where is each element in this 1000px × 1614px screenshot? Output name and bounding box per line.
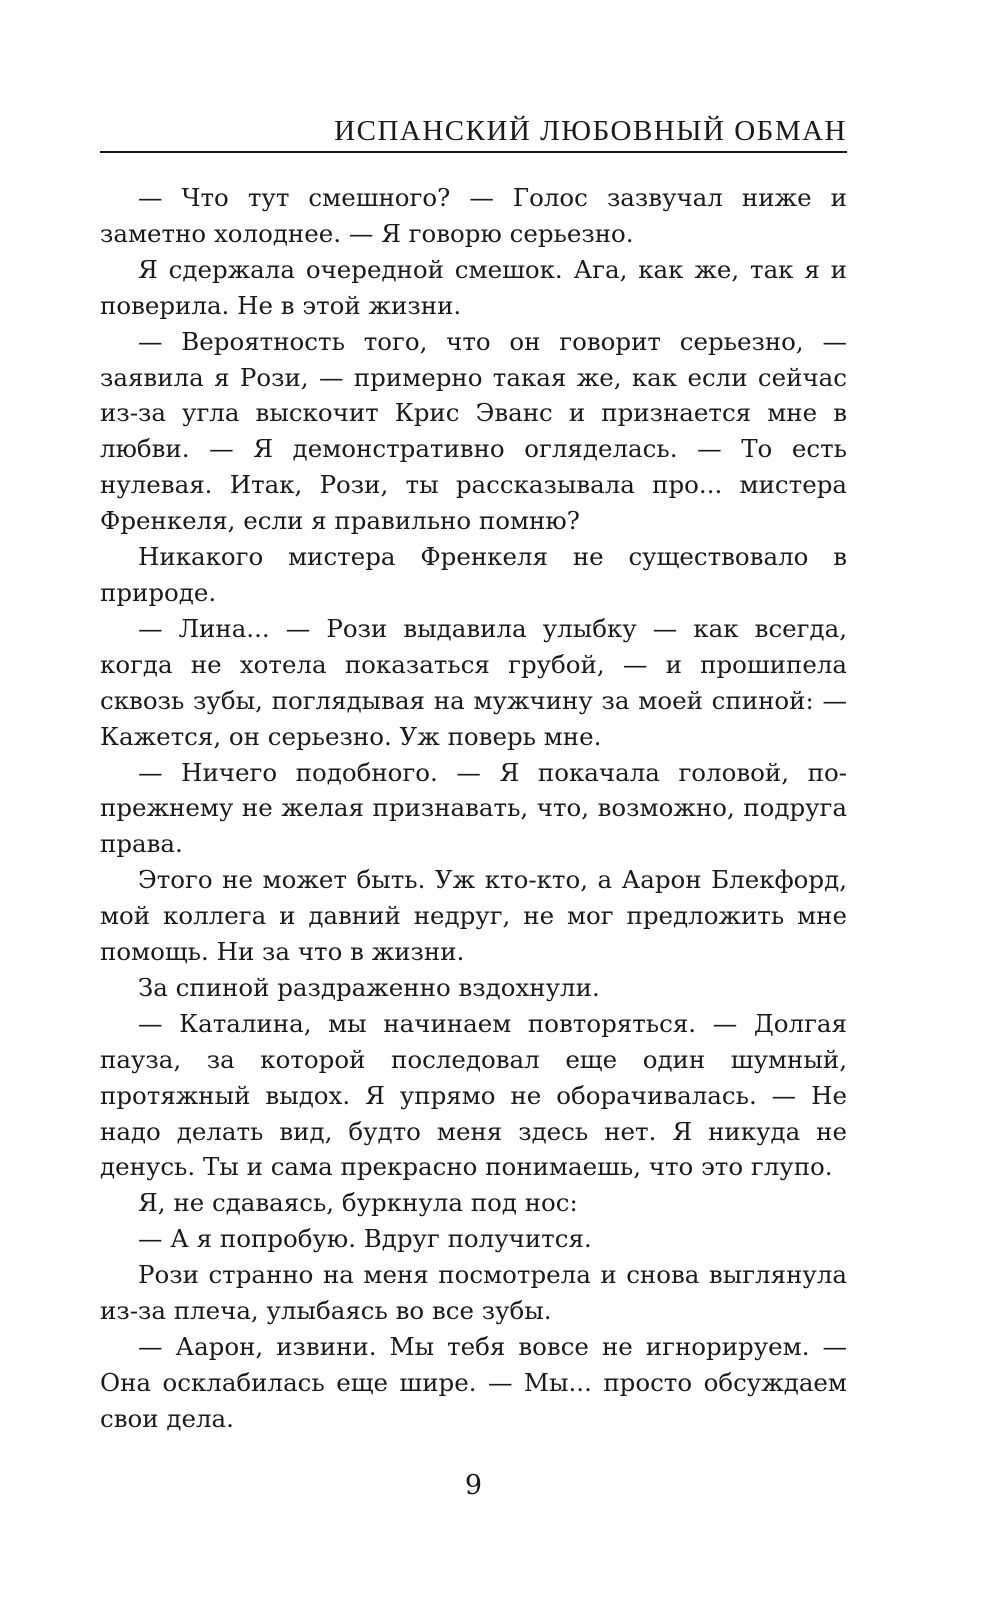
paragraph: — Ничего подобного. — Я покачала головой, по-прежнему не желая признавать, что, возможно, подруга права. bbox=[100, 757, 847, 859]
paragraph: — А я попробую. Вдруг получится. bbox=[138, 1224, 592, 1254]
paragraph: — Лина... — Рози выдавила улыбку — как всегда, когда не хотела показаться грубой, — и прошипела сквозь зубы, поглядывая на мужчину за моей спиной: — Кажется, он серьезно. Уж поверь мне. bbox=[100, 613, 847, 751]
paragraph: Никакого мистера Френкеля не существовало в природе. bbox=[100, 542, 847, 607]
paragraph: — Аарон, извини. Мы тебя вовсе не игнорируем. — Она осклабилась еще шире. — Мы... просто обсуждаем свои дела. bbox=[100, 1332, 847, 1433]
page-number: 9 bbox=[464, 1470, 483, 1501]
paragraph: — Вероятность того, что он говорит серьезно, — заявила я Рози, — примерно такая же, как если сейчас из-за угла выскочит Крис Эванс и признается мне в любви. — Я демонстративно огляделась. — То есть нулевая. Итак, Рози, ты рассказывала про... мистера Френкеля, если я правильно помню? bbox=[100, 326, 847, 536]
header-rule bbox=[100, 151, 847, 153]
paragraph: За спиной раздраженно вздохнули. bbox=[138, 972, 600, 1002]
body-text bbox=[100, 180, 847, 1437]
paragraph: — Каталина, мы начинаем повторяться. — Долгая пауза, за которой последовал еще один шумный, протяжный выдох. Я упрямо не оборачивалась. — Не надо делать вид, будто меня здесь нет. Я никуда не денусь. Ты и сама прекрасно понимаешь, что это глупо. bbox=[100, 1008, 847, 1182]
paragraph: Я сдержала очередной смешок. Ага, как же, так я и поверила. Не в этой жизни. bbox=[100, 254, 847, 320]
paragraph: — Что тут смешного? — Голос зазвучал ниже и заметно холоднее. — Я говорю серьезно. bbox=[100, 183, 847, 248]
paragraph: Я, не сдаваясь, буркнула под нос: bbox=[138, 1188, 578, 1218]
running-head: ИСПАНСКИЙ ЛЮБОВНЫЙ ОБМАН bbox=[334, 115, 847, 147]
paragraph: Этого не может быть. Уж кто-кто, а Аарон Блекфорд, мой коллега и давний недруг, не мог предложить мне помощь. Ни за что в жизни. bbox=[100, 865, 847, 967]
paragraph: Рози странно на меня посмотрела и снова выглянула из-за плеча, улыбаясь во все зубы. bbox=[100, 1260, 847, 1326]
